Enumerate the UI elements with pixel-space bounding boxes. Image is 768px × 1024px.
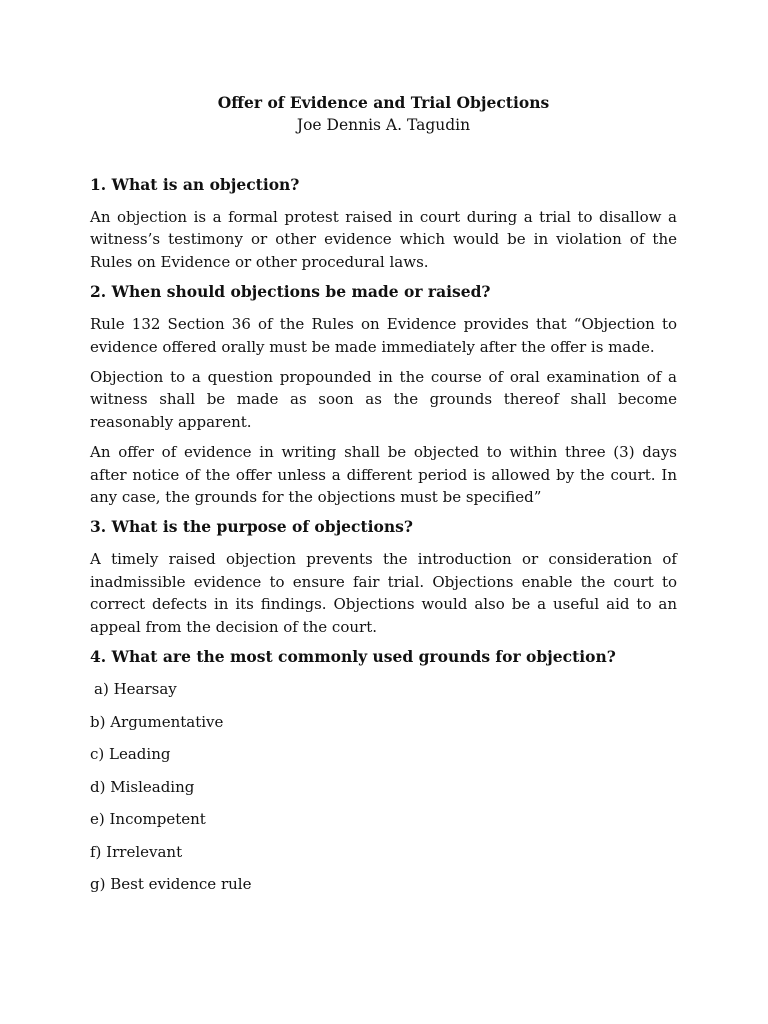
section-paragraph: An objection is a formal protest raised in court during a trial to disallow a witness’s testimony or other evidence which would be in violation of the Rules on Evidence or other procedural laws. — [90, 208, 677, 271]
list-item: f) Irrelevant — [90, 842, 183, 861]
section-paragraph: An offer of evidence in writing shall be objected to within three (3) days after notice of the offer unless a different period is allowed by the court. In any case, the grounds for the objections must be specified” — [90, 443, 677, 507]
section-paragraph: Rule 132 Section 36 of the Rules on Evidence provides that “Objection to evidence offered orally must be made immediately after the offer is made. — [90, 315, 677, 356]
list-item: e) Incompetent — [90, 810, 206, 829]
section-heading: 2. When should objections be made or raised? — [90, 282, 491, 302]
section-heading: 3. What is the purpose of objections? — [90, 517, 413, 537]
section-grounds-objection — [90, 646, 677, 895]
list-item: b) Argumentative — [90, 712, 224, 731]
document-author: Joe Dennis A. Tagudin — [296, 116, 471, 134]
document-page — [90, 92, 677, 906]
section-heading: 1. What is an objection? — [90, 175, 300, 194]
list-item: d) Misleading — [90, 777, 195, 796]
section-purpose-objections — [90, 516, 677, 638]
section-paragraph: A timely raised objection prevents the introduction or consideration of inadmissible evidence to ensure fair trial. Objections enable the court to correct defects in its findings. Objections would also be a useful aid to an appeal from the decision of the court. — [90, 550, 677, 636]
list-item: a) Hearsay — [94, 680, 177, 699]
section-paragraph: Objection to a question propounded in the course of oral examination of a witness shall be made as soon as the grounds thereof shall become reasonably apparent. — [90, 368, 677, 431]
section-what-is-objection — [90, 174, 677, 273]
grounds-list — [90, 678, 677, 895]
list-item: c) Leading — [90, 745, 171, 764]
section-heading: 4. What are the most commonly used grounds for objection? — [90, 647, 616, 667]
document-title: Offer of Evidence and Trial Objections — [217, 93, 550, 112]
list-item: g) Best evidence rule — [90, 875, 252, 894]
section-when-objections — [90, 281, 677, 508]
